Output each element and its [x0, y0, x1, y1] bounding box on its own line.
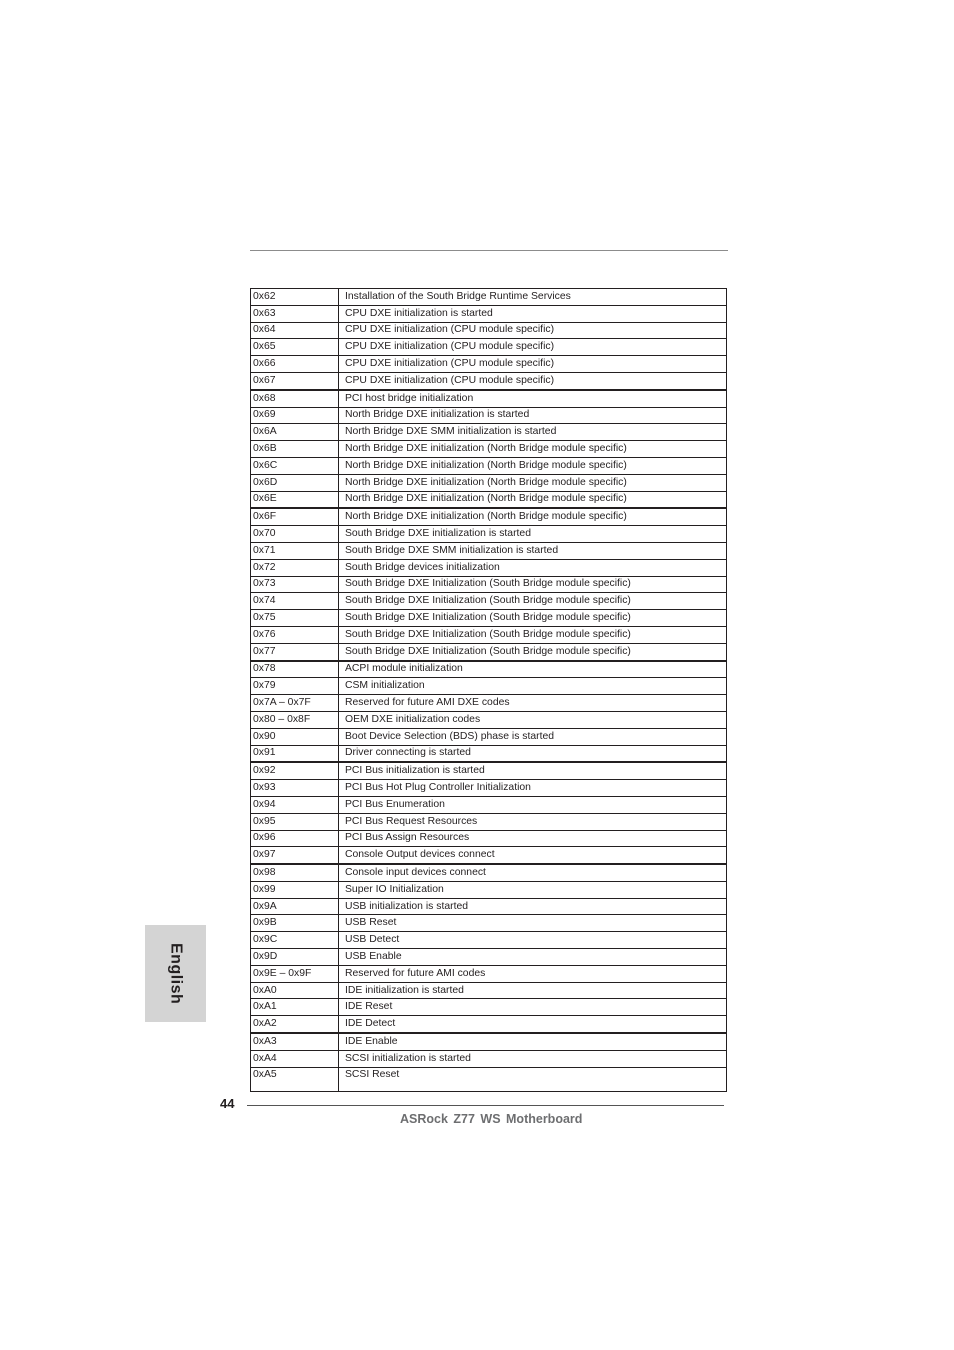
description-cell: SCSI Reset [339, 1067, 727, 1091]
post-code-cell: 0x92 [251, 762, 339, 779]
post-code-cell: 0xA3 [251, 1033, 339, 1050]
post-code-table-body [251, 289, 727, 1092]
table-row [251, 643, 727, 660]
table-row [251, 949, 727, 966]
post-code-cell: 0x79 [251, 678, 339, 695]
description-cell: IDE Reset [339, 999, 727, 1016]
post-code-cell: 0x65 [251, 339, 339, 356]
table-row [251, 847, 727, 864]
table-row [251, 762, 727, 779]
post-code-cell: 0x94 [251, 796, 339, 813]
post-code-cell: 0x6F [251, 508, 339, 525]
post-code-cell: 0x9C [251, 932, 339, 949]
page-number: 44 [220, 1096, 235, 1111]
table-row [251, 339, 727, 356]
description-cell: IDE initialization is started [339, 982, 727, 999]
description-cell: Driver connecting is started [339, 745, 727, 762]
table-row [251, 745, 727, 762]
table-row [251, 593, 727, 610]
description-cell: Installation of the South Bridge Runtime Services [339, 289, 727, 306]
table-row [251, 881, 727, 898]
post-code-cell: 0x77 [251, 643, 339, 660]
post-code-cell: 0xA2 [251, 1016, 339, 1033]
table-row [251, 1033, 727, 1050]
footer-rule [247, 1105, 724, 1106]
post-code-cell: 0x6B [251, 441, 339, 458]
table-row [251, 864, 727, 881]
table-row [251, 526, 727, 543]
post-code-cell: 0x71 [251, 542, 339, 559]
table-row [251, 441, 727, 458]
post-code-cell: 0x6D [251, 474, 339, 491]
post-code-cell: 0x75 [251, 610, 339, 627]
post-code-cell: 0x91 [251, 745, 339, 762]
description-cell: Boot Device Selection (BDS) phase is started [339, 728, 727, 745]
post-code-cell: 0x62 [251, 289, 339, 306]
post-code-cell: 0x6E [251, 491, 339, 508]
table-row [251, 610, 727, 627]
post-code-cell: 0x9D [251, 949, 339, 966]
description-cell: North Bridge DXE initialization (North Bridge module specific) [339, 508, 727, 525]
table-row [251, 999, 727, 1016]
post-code-cell: 0x97 [251, 847, 339, 864]
description-cell: South Bridge DXE Initialization (South Bridge module specific) [339, 576, 727, 593]
description-cell: North Bridge DXE initialization (North Bridge module specific) [339, 474, 727, 491]
description-cell: CPU DXE initialization (CPU module specific) [339, 339, 727, 356]
post-code-cell: 0x9A [251, 898, 339, 915]
description-cell: South Bridge DXE SMM initialization is started [339, 542, 727, 559]
description-cell: North Bridge DXE initialization (North Bridge module specific) [339, 491, 727, 508]
description-cell: CSM initialization [339, 678, 727, 695]
description-cell: North Bridge DXE initialization (North Bridge module specific) [339, 457, 727, 474]
header-rule [250, 250, 728, 251]
description-cell: CPU DXE initialization (CPU module specific) [339, 322, 727, 339]
table-row [251, 508, 727, 525]
description-cell: South Bridge DXE Initialization (South Bridge module specific) [339, 626, 727, 643]
post-code-cell: 0x64 [251, 322, 339, 339]
post-code-cell: 0x74 [251, 593, 339, 610]
description-cell: North Bridge DXE SMM initialization is started [339, 424, 727, 441]
post-code-cell: 0xA5 [251, 1067, 339, 1091]
table-row [251, 796, 727, 813]
post-code-cell: 0x99 [251, 881, 339, 898]
post-code-cell: 0x78 [251, 661, 339, 678]
description-cell: CPU DXE initialization (CPU module specific) [339, 372, 727, 389]
table-row [251, 576, 727, 593]
table-row [251, 661, 727, 678]
description-cell: CPU DXE initialization (CPU module specific) [339, 356, 727, 373]
description-cell: North Bridge DXE initialization is started [339, 407, 727, 424]
description-cell: USB Detect [339, 932, 727, 949]
table-row [251, 542, 727, 559]
post-code-table [250, 288, 727, 1092]
table-row [251, 457, 727, 474]
post-code-cell: 0xA0 [251, 982, 339, 999]
post-code-cell: 0x93 [251, 780, 339, 797]
description-cell: IDE Detect [339, 1016, 727, 1033]
table-row [251, 728, 727, 745]
post-code-cell: 0x7A – 0x7F [251, 695, 339, 712]
post-code-cell: 0x70 [251, 526, 339, 543]
table-row [251, 932, 727, 949]
post-code-cell: 0x90 [251, 728, 339, 745]
table-row [251, 305, 727, 322]
description-cell: PCI host bridge initialization [339, 390, 727, 407]
post-code-cell: 0x73 [251, 576, 339, 593]
table-row [251, 474, 727, 491]
table-row [251, 1016, 727, 1033]
language-tab [145, 925, 206, 1022]
description-cell: PCI Bus Request Resources [339, 813, 727, 830]
post-code-cell: 0x67 [251, 372, 339, 389]
description-cell: Console input devices connect [339, 864, 727, 881]
table-row [251, 678, 727, 695]
description-cell: South Bridge DXE Initialization (South Bridge module specific) [339, 643, 727, 660]
table-row [251, 372, 727, 389]
table-row [251, 780, 727, 797]
description-cell: South Bridge devices initialization [339, 559, 727, 576]
description-cell: Reserved for future AMI codes [339, 965, 727, 982]
table-row [251, 711, 727, 728]
post-code-cell: 0x80 – 0x8F [251, 711, 339, 728]
table-row [251, 1067, 727, 1091]
post-code-cell: 0xA1 [251, 999, 339, 1016]
table-row [251, 424, 727, 441]
table-row [251, 830, 727, 847]
footer-title: ASRock Z77 WS Motherboard [400, 1112, 583, 1126]
table-row [251, 695, 727, 712]
post-code-cell: 0x6C [251, 457, 339, 474]
post-code-cell: 0x63 [251, 305, 339, 322]
description-cell: South Bridge DXE Initialization (South Bridge module specific) [339, 593, 727, 610]
post-code-cell: 0x9E – 0x9F [251, 965, 339, 982]
post-code-cell: 0xA4 [251, 1050, 339, 1067]
description-cell: South Bridge DXE Initialization (South Bridge module specific) [339, 610, 727, 627]
table-row [251, 356, 727, 373]
description-cell: Reserved for future AMI DXE codes [339, 695, 727, 712]
post-code-cell: 0x95 [251, 813, 339, 830]
description-cell: IDE Enable [339, 1033, 727, 1050]
description-cell: South Bridge DXE initialization is started [339, 526, 727, 543]
table-row [251, 898, 727, 915]
description-cell: ACPI module initialization [339, 661, 727, 678]
description-cell: PCI Bus Hot Plug Controller Initialization [339, 780, 727, 797]
table-row [251, 322, 727, 339]
description-cell: North Bridge DXE initialization (North Bridge module specific) [339, 441, 727, 458]
table-row [251, 626, 727, 643]
description-cell: OEM DXE initialization codes [339, 711, 727, 728]
description-cell: CPU DXE initialization is started [339, 305, 727, 322]
post-code-cell: 0x72 [251, 559, 339, 576]
post-code-cell: 0x69 [251, 407, 339, 424]
table-row [251, 491, 727, 508]
description-cell: Super IO Initialization [339, 881, 727, 898]
description-cell: USB initialization is started [339, 898, 727, 915]
description-cell: USB Reset [339, 915, 727, 932]
table-row [251, 390, 727, 407]
description-cell: USB Enable [339, 949, 727, 966]
table-row [251, 1050, 727, 1067]
post-code-cell: 0x6A [251, 424, 339, 441]
post-code-cell: 0x96 [251, 830, 339, 847]
post-code-cell: 0x76 [251, 626, 339, 643]
description-cell: PCI Bus initialization is started [339, 762, 727, 779]
language-tab-label: English [167, 942, 185, 1005]
table-row [251, 965, 727, 982]
post-code-cell: 0x66 [251, 356, 339, 373]
table-row [251, 813, 727, 830]
table-row [251, 982, 727, 999]
post-code-cell: 0x9B [251, 915, 339, 932]
table-row [251, 407, 727, 424]
description-cell: PCI Bus Enumeration [339, 796, 727, 813]
description-cell: Console Output devices connect [339, 847, 727, 864]
description-cell: SCSI initialization is started [339, 1050, 727, 1067]
description-cell: PCI Bus Assign Resources [339, 830, 727, 847]
table-row [251, 559, 727, 576]
post-code-cell: 0x98 [251, 864, 339, 881]
table-row [251, 289, 727, 306]
post-code-cell: 0x68 [251, 390, 339, 407]
table-row [251, 915, 727, 932]
